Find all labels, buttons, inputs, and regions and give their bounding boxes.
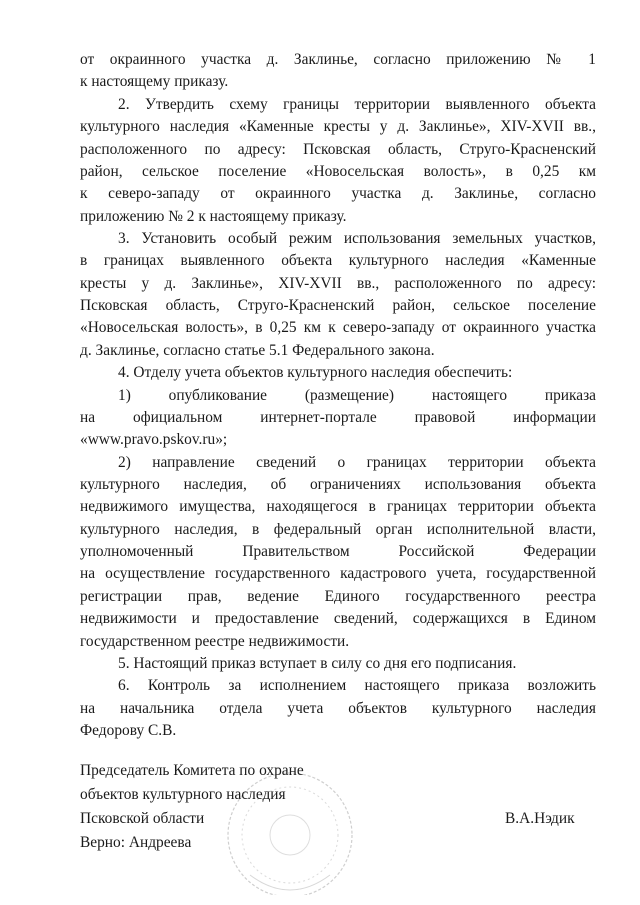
- text-line: от окраинного участка д. Заклинье, согласно приложению № 1: [80, 51, 596, 68]
- signatory-name: В.А.Нэдик: [505, 810, 575, 827]
- text-line: культурного наследия «Каменные кресты у д. Заклинье», XIV-XVII вв.,: [80, 118, 596, 136]
- text-line: недвижимого имущества, находящегося в границах территории объекта: [80, 498, 596, 516]
- signatory-position-line: Председатель Комитета по охране: [80, 762, 304, 779]
- text-line: 1) опубликование (размещение) настоящего приказа: [118, 386, 596, 404]
- text-line: государственном реестре недвижимости.: [80, 632, 350, 650]
- text-line: 3. Установить особый режим использования земельных участков,: [118, 229, 596, 247]
- verified-by: Верно: Андреева: [80, 834, 192, 851]
- text-line: на начальника отдела учета объектов культурного наследия: [80, 699, 596, 717]
- text-line: д. Заклинье, согласно статье 5.1 Федерального закона.: [80, 341, 435, 359]
- text-line: культурного наследия, об ограничениях использования объекта: [80, 476, 596, 493]
- text-line: приложению № 2 к настоящему приказу.: [80, 207, 347, 225]
- text-line: к настоящему приказу.: [80, 73, 229, 91]
- text-line: расположенного по адресу: Псковская область, Струго-Красненский: [80, 140, 596, 158]
- text-line: Федорову С.В.: [80, 722, 177, 739]
- text-line: 6. Контроль за исполнением настоящего приказа возложить: [118, 677, 596, 695]
- text-line: 4. Отделу учета объектов культурного наследия обеспечить:: [118, 364, 513, 382]
- signatory-position-line: объектов культурного наследия: [80, 786, 286, 803]
- text-line: культурного наследия, в федеральный орган исполнительной власти,: [80, 520, 596, 538]
- text-line: 2. Утвердить схему границы территории выявленного объекта: [118, 95, 596, 113]
- text-line: на осуществление государственного кадастрового учета, государственной: [80, 565, 596, 583]
- text-line: к северо-западу от окраинного участка д. Заклинье, согласно: [80, 185, 596, 203]
- text-line: регистрации прав, ведение Единого государственного реестра: [80, 587, 596, 605]
- text-line: кресты у д. Заклинье», XIV-XVII вв., расположенного по адресу:: [80, 274, 596, 292]
- signatory-position-line: Псковской области: [80, 810, 205, 827]
- text-line: уполномоченный Правительством Российской Федерации: [80, 543, 596, 561]
- text-line: район, сельское поселение «Новосельская волость», в 0,25 км: [80, 162, 596, 180]
- text-line: 5. Настоящий приказ вступает в силу со дня его подписания.: [118, 654, 517, 672]
- text-line: Псковская область, Струго-Красненский район, сельское поселение: [80, 297, 596, 314]
- text-line: «www.pravo.pskov.ru»;: [80, 431, 228, 449]
- text-line: на официальном интернет-портале правовой информации: [80, 408, 596, 426]
- text-line: в границах выявленного объекта культурного наследия «Каменные: [80, 252, 596, 270]
- text-line: 2) направление сведений о границах территории объекта: [118, 453, 596, 471]
- text-line: «Новосельская волость», в 0,25 км к северо-западу от окраинного участка: [80, 319, 596, 337]
- text-line: недвижимости и предоставление сведений, содержащихся в Едином: [80, 610, 596, 628]
